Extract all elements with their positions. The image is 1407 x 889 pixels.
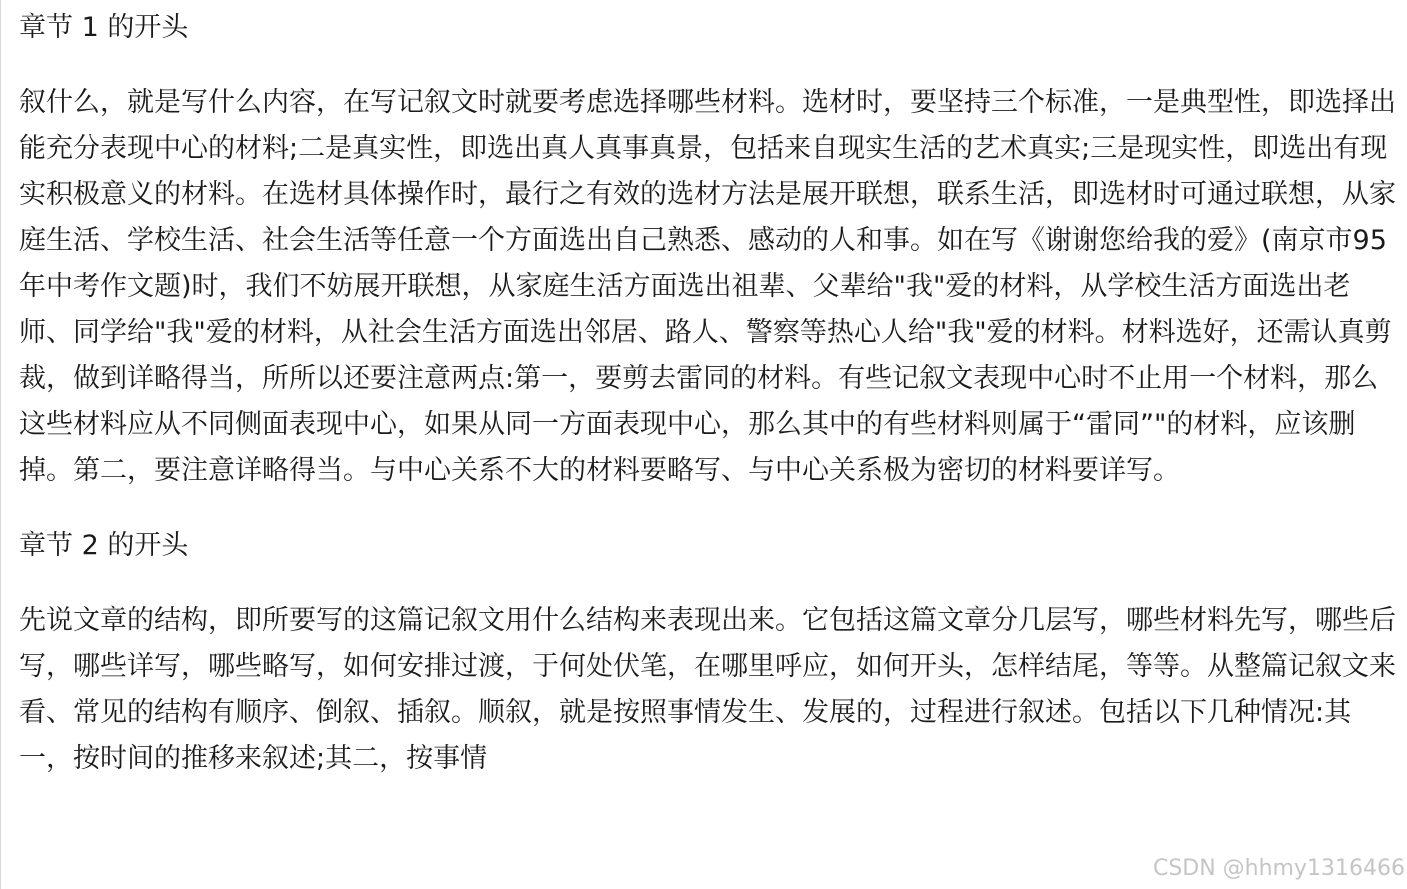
spacer [19, 568, 1397, 598]
watermark: CSDN @hhmy1316466 [1152, 856, 1405, 881]
chapter-2-paragraph: 先说文章的结构，即所要写的这篇记叙文用什么结构来表现出来。它包括这篇文章分几层写，哪些材料先写，哪些后写，哪些详写，哪些略写，如何安排过渡，于何处伏笔，在哪里呼应，如何开头，怎样结尾，等等。从整篇记叙文来看、常见的结构有顺序、倒叙、插叙。顺叙，就是按照事情发生、发展的，过程进行叙述。包括以下几种情况:其一，按时间的推移来叙述;其二，按事情 [19, 605, 1396, 774]
chapter-1-paragraph: 叙什么，就是写什么内容，在写记叙文时就要考虑选择哪些材料。选材时，要坚持三个标准，一是典型性，即选择出能充分表现中心的材料;二是真实性，即选出真人真事真景，包括来自现实生活的艺术真实;三是现实性，即选出有现实积极意义的材料。在选材具体操作时，最行之有效的选材方法是展开联想，联系生活，即选材时可通过联想，从家庭生活、学校生活、社会生活等任意一个方面选出自己熟悉、感动的人和事。如在写《谢谢您给我的爱》(南京市95年中考作文题)时，我们不妨展开联想，从家庭生活方面选出祖辈、父辈给"我"爱的材料，从学校生活方面选出老师、同学给"我"爱的材料，从社会生活方面选出邻居、路人、警察等热心人给"我"爱的材料。材料选好，还需认真剪裁，做到详略得当，所所以还要注意两点:第一，要剪去雷同的材料。有些记叙文表现中心时不止用一个材料，那么这些材料应从不同侧面表现中心，如果从同一方面表现中心，那么其中的有些材料则属于“雷同”"的材料，应该删掉。第二，要注意详略得当。与中心关系不大的材料要略写、与中心关系极为密切的材料要详写。 [19, 87, 1396, 486]
chapter-1-heading: 章节 1 的开头 [19, 12, 189, 43]
chapter-2-heading: 章节 2 的开头 [19, 530, 189, 561]
document-content [19, 6, 1397, 782]
spacer [19, 50, 1397, 80]
spacer [19, 494, 1397, 524]
